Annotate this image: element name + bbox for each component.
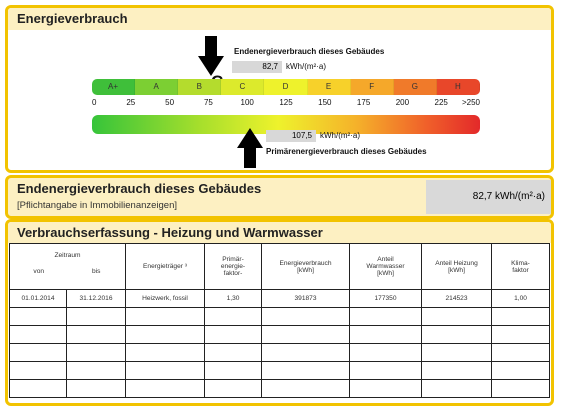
table-cell: [205, 308, 262, 326]
table-cell: [492, 362, 550, 380]
table-cell: [205, 362, 262, 380]
end-energy-summary-title: Endenergieverbrauch dieses Gebäudes: [17, 181, 262, 196]
table-cell: [422, 362, 492, 380]
table-row: [10, 362, 550, 380]
table-cell: [10, 308, 67, 326]
consumption-record-panel: [5, 219, 554, 406]
table-cell: 214523: [422, 290, 492, 308]
header-energieverbrauch: Energieverbrauch [kWh]: [262, 244, 350, 290]
energy-class-bar: [92, 79, 480, 95]
table-cell: [262, 380, 350, 398]
table-cell: [67, 362, 126, 380]
header-zeitraum: [10, 244, 126, 290]
end-energy-summary-value: 82,7 kWh/(m²·a): [426, 180, 551, 214]
table-cell: [262, 308, 350, 326]
table-cell: [422, 326, 492, 344]
energy-scale-tick: 125: [279, 98, 293, 107]
table-cell: [262, 344, 350, 362]
header-von: von: [33, 268, 45, 275]
table-cell: 1,30: [205, 290, 262, 308]
header-bis: bis: [92, 268, 101, 275]
energy-scale-tick: 150: [318, 98, 332, 107]
table-cell: [422, 380, 492, 398]
table-cell: [10, 344, 67, 362]
header-klimafaktor: Klima- faktor: [492, 244, 550, 290]
header-anteil-warmwasser: Anteil Warmwasser [kWh]: [350, 244, 422, 290]
energy-consumption-panel: [5, 5, 554, 173]
energy-scale-tick: 225: [434, 98, 448, 107]
energy-class-segment: A+: [92, 79, 135, 95]
energy-scale-tick: 25: [126, 98, 136, 107]
table-row: [10, 308, 550, 326]
energy-class-segment: B: [178, 79, 221, 95]
table-cell: 1,00: [492, 290, 550, 308]
table-cell: [126, 308, 205, 326]
table-cell: 01.01.2014: [10, 290, 67, 308]
consumption-record-title: Verbrauchserfassung - Heizung und Warmwasser: [8, 222, 551, 243]
consumption-table: [9, 243, 550, 398]
table-cell: [10, 380, 67, 398]
table-cell: [492, 380, 550, 398]
header-zeitraum-label: Zeitraum: [54, 252, 81, 259]
table-header-row: [10, 244, 550, 290]
header-anteil-heizung: Anteil Heizung [kWh]: [422, 244, 492, 290]
table-cell: [205, 344, 262, 362]
table-cell: [350, 344, 422, 362]
primary-energy-label: Primärenergieverbrauch dieses Gebäudes: [266, 147, 427, 156]
energy-class-segment: E: [308, 79, 351, 95]
energy-class-segment: D: [264, 79, 307, 95]
energy-scale-tick: 200: [395, 98, 410, 107]
table-cell: [126, 380, 205, 398]
end-energy-unit: kWh/(m²·a): [286, 62, 326, 71]
header-primaerenergiefaktor: Primär- energie- faktor-: [205, 244, 262, 290]
table-cell: [350, 308, 422, 326]
primary-energy-value: 107,5: [266, 130, 316, 142]
table-cell: [205, 326, 262, 344]
table-cell: 177350: [350, 290, 422, 308]
header-energietraeger: Energieträger ³: [126, 244, 205, 290]
table-cell: [350, 362, 422, 380]
end-energy-value: 82,7: [232, 61, 282, 73]
table-cell: [67, 308, 126, 326]
primary-energy-arrow-icon: [237, 128, 263, 168]
table-cell: [126, 344, 205, 362]
energy-scale-tick: 175: [356, 98, 371, 107]
table-cell: 31.12.2016: [67, 290, 126, 308]
table-cell: [492, 326, 550, 344]
table-cell: [126, 326, 205, 344]
table-row: [10, 344, 550, 362]
table-cell: [422, 344, 492, 362]
energy-class-segment: C: [221, 79, 264, 95]
table-row: [10, 290, 550, 308]
table-cell: [262, 326, 350, 344]
table-cell: 391873: [262, 290, 350, 308]
table-cell: [492, 344, 550, 362]
end-energy-label: Endenergieverbrauch dieses Gebäudes: [234, 47, 385, 56]
end-energy-summary-panel: [5, 175, 554, 219]
table-cell: [350, 380, 422, 398]
table-cell: [350, 326, 422, 344]
table-cell: [262, 362, 350, 380]
energy-class-segment: G: [394, 79, 437, 95]
energy-scale-tick: 50: [165, 98, 175, 107]
table-cell: [205, 380, 262, 398]
end-energy-arrow-icon: [198, 36, 224, 76]
table-cell: [10, 362, 67, 380]
energy-scale: [92, 79, 480, 134]
energy-class-segment: H: [437, 79, 480, 95]
table-cell: [492, 308, 550, 326]
table-cell: [67, 326, 126, 344]
energy-scale-tick: >250: [461, 98, 480, 107]
energy-scale-tick: 0: [92, 98, 97, 107]
energy-class-segment: A: [135, 79, 178, 95]
energy-scale-tick: 75: [203, 98, 213, 107]
primary-energy-unit: kWh/(m²·a): [320, 131, 360, 140]
table-cell: [10, 326, 67, 344]
end-energy-summary-subtitle: [Pflichtangabe in Immobilienanzeigen]: [17, 200, 178, 211]
energy-class-segment: F: [351, 79, 394, 95]
table-row: [10, 326, 550, 344]
energy-consumption-title: Energieverbrauch: [8, 8, 551, 30]
table-cell: [126, 362, 205, 380]
table-cell: Heizwerk, fossil: [126, 290, 205, 308]
table-row: [10, 380, 550, 398]
energy-scale-tick: 100: [240, 98, 254, 107]
table-cell: [67, 344, 126, 362]
table-cell: [422, 308, 492, 326]
table-cell: [67, 380, 126, 398]
